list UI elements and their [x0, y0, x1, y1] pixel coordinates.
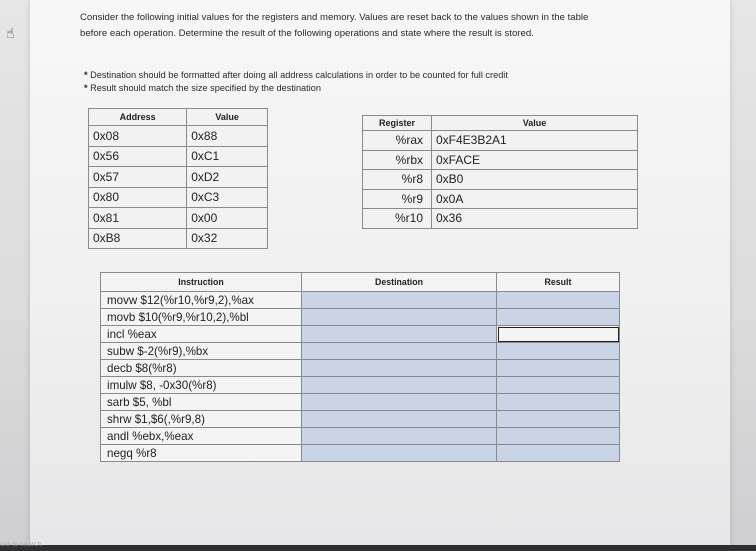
destination-cell[interactable]: [302, 326, 497, 343]
table-row: [363, 170, 638, 190]
destination-header: Destination: [302, 273, 497, 292]
instruction-cell: sarb $5, %bl: [101, 394, 302, 411]
result-cell[interactable]: [497, 292, 620, 309]
table-row: [101, 343, 620, 360]
register-name: %rbx: [363, 150, 432, 170]
table-row: [101, 428, 620, 445]
instruction-cell: movb $10(%r9,%r10,2),%bl: [101, 309, 302, 326]
register-value: 0x0A: [432, 189, 638, 209]
memory-value: 0xC3: [187, 187, 268, 208]
memory-value: 0x32: [187, 228, 268, 249]
result-header: Result: [497, 273, 620, 292]
table-row: [89, 126, 268, 147]
instruction-table: [100, 272, 620, 462]
memory-value: 0x88: [187, 126, 268, 147]
instruction-cell: movw $12(%r10,%r9,2),%ax: [101, 292, 302, 309]
table-row: [101, 445, 620, 462]
memory-value: 0x00: [187, 208, 268, 229]
result-cell[interactable]: [497, 343, 620, 360]
result-cell[interactable]: [497, 309, 620, 326]
table-row: [89, 167, 268, 188]
destination-cell[interactable]: [302, 292, 497, 309]
taskbar-search-hint[interactable]: ere to search: [0, 542, 42, 548]
register-value: 0xFACE: [432, 150, 638, 170]
table-row: [89, 228, 268, 249]
result-cell[interactable]: [497, 394, 620, 411]
table-row: [363, 150, 638, 170]
table-row: [101, 309, 620, 326]
destination-cell[interactable]: [302, 394, 497, 411]
result-cell[interactable]: [497, 360, 620, 377]
register-value: 0xF4E3B2A1: [432, 131, 638, 151]
destination-cell[interactable]: [302, 445, 497, 462]
table-row: [363, 209, 638, 229]
memory-address: 0x81: [89, 208, 187, 229]
register-name: %r9: [363, 189, 432, 209]
register-value: 0x36: [432, 209, 638, 229]
register-name: %r8: [363, 170, 432, 190]
memory-header-value: Value: [187, 109, 268, 126]
memory-header-address: Address: [89, 109, 187, 126]
instruction-cell: negq %r8: [101, 445, 302, 462]
register-value: 0xB0: [432, 170, 638, 190]
table-row: [101, 326, 620, 343]
instruction-cell: andl %ebx,%eax: [101, 428, 302, 445]
memory-table: [88, 108, 268, 249]
instruction-cell: decb $8(%r8): [101, 360, 302, 377]
result-cell[interactable]: [497, 377, 620, 394]
intro-text: Consider the following initial values for the registers and memory. Values are reset back to the values shown in the table before each operation. Determine the result of the following operations and state where the result is stored.: [80, 12, 589, 39]
destination-cell[interactable]: [302, 343, 497, 360]
destination-cell[interactable]: [302, 428, 497, 445]
memory-address: 0x57: [89, 167, 187, 188]
memory-address: 0x80: [89, 187, 187, 208]
instruction-header: Instruction: [101, 273, 302, 292]
result-cell-selected[interactable]: [497, 326, 620, 343]
instruction-cell: shrw $1,$6(,%r9,8): [101, 411, 302, 428]
table-row: [89, 146, 268, 167]
destination-cell[interactable]: [302, 309, 497, 326]
destination-cell[interactable]: [302, 377, 497, 394]
memory-value: 0xC1: [187, 146, 268, 167]
table-row: [101, 411, 620, 428]
result-cell[interactable]: [497, 445, 620, 462]
memory-address: 0x56: [89, 146, 187, 167]
destination-cell[interactable]: [302, 360, 497, 377]
table-row: [101, 377, 620, 394]
notes-list: [84, 69, 624, 95]
table-row: [363, 131, 638, 151]
register-header-name: Register: [363, 116, 432, 131]
table-row: [101, 394, 620, 411]
taskbar[interactable]: [0, 545, 756, 551]
note-item: * Destination should be formatted after doing all address calculations in order to be counted for full credit: [84, 69, 624, 82]
table-row: [101, 292, 620, 309]
memory-value: 0xD2: [187, 167, 268, 188]
table-row: [89, 187, 268, 208]
register-header-value: Value: [432, 116, 638, 131]
instruction-cell: imulw $8, -0x30(%r8): [101, 377, 302, 394]
table-row: [101, 360, 620, 377]
register-name: %rax: [363, 131, 432, 151]
instruction-cell: incl %eax: [101, 326, 302, 343]
note-item: * Result should match the size specified by the destination: [84, 82, 624, 95]
hand-cursor-icon: ☝: [6, 26, 15, 42]
memory-address: 0x08: [89, 126, 187, 147]
table-row: [89, 208, 268, 229]
result-cell[interactable]: [497, 428, 620, 445]
table-row: [363, 189, 638, 209]
register-table: [362, 115, 638, 229]
instruction-cell: subw $-2(%r9),%bx: [101, 343, 302, 360]
memory-address: 0xB8: [89, 228, 187, 249]
result-cell[interactable]: [497, 411, 620, 428]
register-name: %r10: [363, 209, 432, 229]
destination-cell[interactable]: [302, 411, 497, 428]
